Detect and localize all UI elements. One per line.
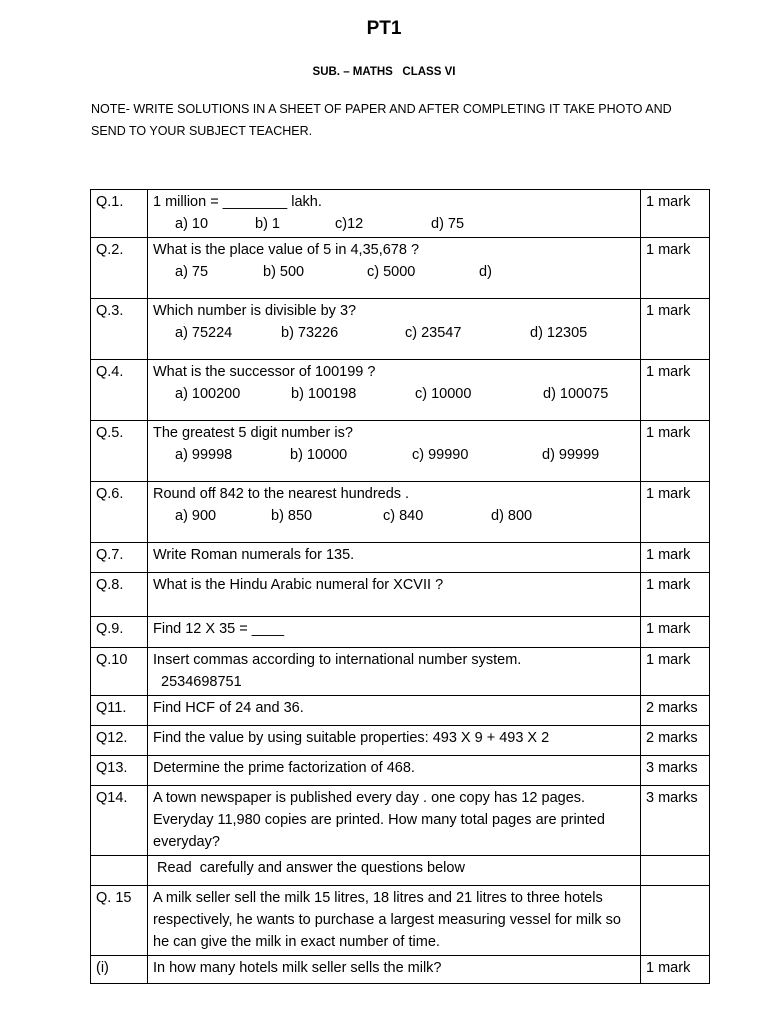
question-cell: [148, 299, 641, 360]
question-row: [91, 421, 710, 482]
question-number: Q.8.: [91, 573, 148, 617]
question-cell: [148, 696, 641, 726]
question-row: [91, 238, 710, 299]
question-cell: [148, 648, 641, 696]
question-number: (i): [91, 956, 148, 984]
question-text: The greatest 5 digit number is?: [153, 425, 353, 441]
option-d: d) 12305: [530, 325, 588, 341]
question-text: What is the successor of 100199 ?: [153, 364, 376, 380]
question-number: Q.1.: [91, 190, 148, 238]
option-c: c) 99990: [412, 447, 469, 463]
marks-cell: 3 marks: [641, 756, 710, 786]
marks-cell: 2 marks: [641, 696, 710, 726]
question-text: Which number is divisible by 3?: [153, 303, 357, 319]
question-text: A milk seller sell the milk 15 litres, 18 litres and 21 litres to three hotels respectively, he wants to purchase a largest measuring vessel for milk so he can give the milk in exact number of time.: [153, 890, 621, 950]
question-row: [91, 886, 710, 956]
question-text: What is the place value of 5 in 4,35,678 ?: [153, 242, 420, 258]
question-text: Determine the prime factorization of 468.: [153, 760, 415, 776]
question-text: A town newspaper is published every day . one copy has 12 pages. Everyday 11,980 copies are printed. How many total pages are printed everyday?: [153, 790, 605, 850]
option-c: c) 840: [383, 508, 424, 524]
question-row: [91, 648, 710, 696]
question-cell: [148, 856, 641, 886]
option-c: c) 23547: [405, 325, 462, 341]
answer-options: [153, 444, 635, 466]
question-number: Q.3.: [91, 299, 148, 360]
question-number: Q11.: [91, 696, 148, 726]
question-cell: [148, 573, 641, 617]
question-cell: [148, 617, 641, 648]
answer-options: [153, 505, 635, 527]
question-number-value: 2534698751: [161, 674, 242, 690]
question-text: Round off 842 to the nearest hundreds .: [153, 486, 410, 502]
option-a: a) 100200: [175, 386, 241, 402]
answer-options: [153, 261, 635, 283]
option-b: b) 100198: [291, 386, 357, 402]
marks-cell: 1 mark: [641, 299, 710, 360]
page-title: PT1: [366, 18, 402, 39]
marks-cell: 1 mark: [641, 956, 710, 984]
question-cell: [148, 786, 641, 856]
marks-cell: 1 mark: [641, 238, 710, 299]
question-cell: [148, 756, 641, 786]
option-a: a) 10: [175, 216, 209, 232]
option-c: c)12: [335, 216, 364, 232]
option-d: d) 99999: [542, 447, 600, 463]
question-text: 1 million = ________ lakh.: [153, 194, 322, 210]
question-number: Q.7.: [91, 543, 148, 573]
question-number: Q.9.: [91, 617, 148, 648]
question-text: Insert commas according to international number system.: [153, 652, 522, 668]
question-cell: [148, 190, 641, 238]
subject-class-heading: SUB. – MATHS CLASS VI: [312, 66, 456, 78]
question-row: [91, 696, 710, 726]
marks-cell: [641, 856, 710, 886]
question-row: [91, 190, 710, 238]
question-row: [91, 543, 710, 573]
question-number: Q.6.: [91, 482, 148, 543]
marks-cell: 1 mark: [641, 617, 710, 648]
question-table: [90, 189, 710, 984]
question-text: What is the Hindu Arabic numeral for XCVII ?: [153, 577, 444, 593]
question-number: Q.2.: [91, 238, 148, 299]
option-b: b) 850: [271, 508, 313, 524]
note-line-1: NOTE- WRITE SOLUTIONS IN A SHEET OF PAPER AND AFTER COMPLETING IT TAKE PHOTO AND: [91, 102, 672, 116]
question-cell: [148, 726, 641, 756]
question-cell: [148, 543, 641, 573]
question-row: [91, 573, 710, 617]
option-d: d) 800: [491, 508, 533, 524]
marks-cell: 1 mark: [641, 482, 710, 543]
option-a: a) 900: [175, 508, 217, 524]
marks-cell: 1 mark: [641, 573, 710, 617]
question-cell: [148, 360, 641, 421]
option-b: b) 10000: [290, 447, 348, 463]
question-number: Q12.: [91, 726, 148, 756]
marks-cell: 1 mark: [641, 648, 710, 696]
option-a: a) 99998: [175, 447, 233, 463]
question-row: [91, 617, 710, 648]
option-b: b) 1: [255, 216, 280, 232]
question-number: Q. 15: [91, 886, 148, 956]
question-number: Q.5.: [91, 421, 148, 482]
marks-cell: 1 mark: [641, 543, 710, 573]
marks-cell: 1 mark: [641, 360, 710, 421]
question-cell: [148, 956, 641, 984]
answer-options: [153, 322, 635, 344]
option-d: d): [479, 264, 492, 280]
question-text: In how many hotels milk seller sells the milk?: [153, 960, 442, 976]
option-a: a) 75224: [175, 325, 233, 341]
question-text: Find the value by using suitable properties: 493 X 9 + 493 X 2: [153, 730, 550, 746]
question-row: [91, 360, 710, 421]
question-row: [91, 299, 710, 360]
question-cell: [148, 482, 641, 543]
instruction-row: [91, 856, 710, 886]
section-instruction: Read carefully and answer the questions below: [153, 860, 465, 876]
question-number: Q.4.: [91, 360, 148, 421]
note-line-2: SEND TO YOUR SUBJECT TEACHER.: [91, 124, 313, 138]
option-b: b) 73226: [281, 325, 339, 341]
option-c: c) 10000: [415, 386, 472, 402]
question-number: Q.10: [91, 648, 148, 696]
marks-cell: [641, 886, 710, 956]
option-d: d) 100075: [543, 386, 609, 402]
question-cell: [148, 421, 641, 482]
marks-cell: 1 mark: [641, 190, 710, 238]
answer-options: [153, 213, 635, 235]
question-text: Write Roman numerals for 135.: [153, 547, 355, 563]
question-cell: [148, 886, 641, 956]
marks-cell: 3 marks: [641, 786, 710, 856]
instruction-note: [91, 98, 691, 142]
question-row: [91, 756, 710, 786]
question-row: [91, 786, 710, 856]
question-cell: [148, 238, 641, 299]
option-a: a) 75: [175, 264, 209, 280]
question-row: [91, 956, 710, 984]
option-b: b) 500: [263, 264, 305, 280]
question-text: Find HCF of 24 and 36.: [153, 700, 304, 716]
question-number: [91, 856, 148, 886]
question-row: [91, 726, 710, 756]
question-text: Find 12 X 35 = ____: [153, 621, 285, 637]
marks-cell: 1 mark: [641, 421, 710, 482]
option-d: d) 75: [431, 216, 465, 232]
option-c: c) 5000: [367, 264, 416, 280]
answer-options: [153, 383, 635, 405]
question-number: Q14.: [91, 786, 148, 856]
marks-cell: 2 marks: [641, 726, 710, 756]
question-number: Q13.: [91, 756, 148, 786]
question-row: [91, 482, 710, 543]
